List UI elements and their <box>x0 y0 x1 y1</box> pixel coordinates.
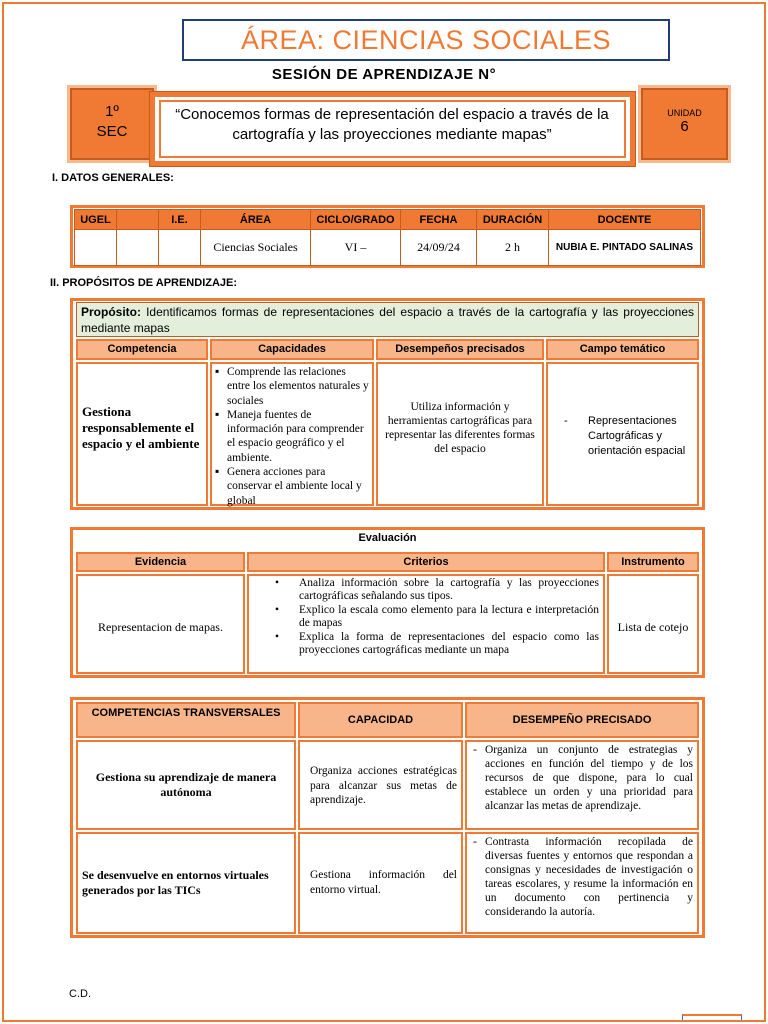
transversal-competencia-1: Gestiona su aprendizaje de manera autónoma <box>76 740 296 830</box>
desempeno-cell: Utiliza información y herramientas cartográficas para representar las diferentes formas del espacio <box>376 362 544 506</box>
area-title: ÁREA: CIENCIAS SOCIALES <box>182 19 670 61</box>
criterios-list <box>249 577 599 657</box>
criterio-item: • Explica la forma de representaciones del espacio como las proyecciones cartográficas mediante un mapa <box>249 631 599 658</box>
header-desempeno-precisado: DESEMPEÑO PRECISADO <box>465 702 699 738</box>
transversal-capacidad-2: Gestiona información del entorno virtual. <box>298 832 463 934</box>
capacidades-list <box>215 365 369 508</box>
purpose-text: Identificamos formas de representaciones del espacio a través de la cartografía y las proyecciones mediante mapas <box>81 305 694 335</box>
criterios-cell <box>247 574 605 674</box>
grade-level: SEC <box>96 123 128 140</box>
col-area: ÁREA <box>201 210 311 230</box>
evidencia-cell: Representacion de mapas. <box>76 574 245 674</box>
header-evidencia: Evidencia <box>76 552 245 572</box>
competencia-cell: Gestiona responsablemente el espacio y el ambiente <box>76 362 208 506</box>
unit-badge <box>641 88 728 160</box>
unit-number: 6 <box>680 118 689 135</box>
desempeno-item: - Organiza un conjunto de estrategias y acciones en función del tiempo y de los recursos de que dispone, para lo cual establece un orden y una prioridad para alcanzar las metas de aprendizaje. <box>473 743 693 813</box>
session-name-box <box>150 92 635 166</box>
cell-ciclo-grado: VI – <box>311 230 401 266</box>
transversal-competencia-2: Se desenvuelve en entornos virtuales generados por las TICs <box>76 832 296 934</box>
col-duracion: DURACIÓN <box>477 210 549 230</box>
purpose-label: Propósito: <box>81 305 141 319</box>
purpose-box <box>76 302 699 337</box>
capacidad-item: ▪ Genera acciones para conservar el ambiente local y global <box>215 465 369 508</box>
header-campo-tematico: Campo temático <box>546 339 699 360</box>
datos-generales-table <box>74 209 701 266</box>
header-desempenos: Desempeños precisados <box>376 339 544 360</box>
grade-number: 1º <box>105 103 119 120</box>
capacidad-item: ▪ Maneja fuentes de información para comprender el espacio geográfico y el ambiente. <box>215 408 369 465</box>
session-title: SESIÓN DE APRENDIZAJE N° <box>271 66 497 83</box>
header-criterios: Criterios <box>247 552 605 572</box>
col-ie: I.E. <box>159 210 201 230</box>
grade-badge <box>70 88 154 160</box>
col-blank <box>117 210 159 230</box>
cell-area: Ciencias Sociales <box>201 230 311 266</box>
cell-ie <box>159 230 201 266</box>
instrumento-cell: Lista de cotejo <box>607 574 699 674</box>
header-competencias-transversales: COMPETENCIAS TRANSVERSALES <box>76 702 296 738</box>
evaluacion-title: Evaluación <box>358 532 417 544</box>
datos-generales-row <box>75 230 701 266</box>
criterio-item: • Explico la escala como elemento para la lectura e interpretación de mapas <box>249 604 599 631</box>
dash-icon: - <box>564 415 568 427</box>
header-capacidad: CAPACIDAD <box>298 702 463 738</box>
datos-generales-header-row <box>75 210 701 230</box>
cell-ugel <box>75 230 117 266</box>
session-name: “Conocemos formas de representación del espacio a través de la cartografía y las proyecciones mediante mapas” <box>175 106 609 143</box>
cell-fecha: 24/09/24 <box>401 230 477 266</box>
col-ciclo-grado: CICLO/GRADO <box>311 210 401 230</box>
header-instrumento: Instrumento <box>607 552 699 572</box>
capacidades-cell <box>210 362 374 506</box>
capacidad-item: ▪ Comprende las relaciones entre los elementos naturales y sociales <box>215 365 369 408</box>
section-propositos-heading: II. PROPÓSITOS DE APRENDIZAJE: <box>50 277 238 289</box>
cell-blank <box>117 230 159 266</box>
criterio-item: • Analiza información sobre la cartografía y las proyecciones cartográficas señalando sus tipos. <box>249 577 599 604</box>
col-ugel: UGEL <box>75 210 117 230</box>
desempeno-item: - Contrasta información recopilada de diversas fuentes y entornos que respondan a consignas y necesidades de investigación o tareas escolares, y resume la información en un documento con pertinencia y considerando la autoría. <box>473 835 693 919</box>
transversal-desempeno-2 <box>465 832 699 934</box>
transversal-capacidad-1: Organiza acciones estratégicas para alcanzar sus metas de aprendizaje. <box>298 740 463 830</box>
cell-duracion: 2 h <box>477 230 549 266</box>
transversal-desempeno-1 <box>465 740 699 830</box>
campo-text: Representaciones Cartográficas y orientación espacial <box>588 415 686 457</box>
corner-decoration <box>682 1014 742 1020</box>
footer-cd: C.D. <box>69 988 91 1000</box>
campo-item <box>564 414 691 459</box>
cell-docente: NUBIA E. PINTADO SALINAS <box>549 230 701 266</box>
col-fecha: FECHA <box>401 210 477 230</box>
col-docente: DOCENTE <box>549 210 701 230</box>
header-capacidades: Capacidades <box>210 339 374 360</box>
header-competencia: Competencia <box>76 339 208 360</box>
section-datos-generales-heading: I. DATOS GENERALES: <box>52 172 174 184</box>
unit-label: UNIDAD <box>667 108 702 118</box>
campo-cell <box>546 362 699 506</box>
